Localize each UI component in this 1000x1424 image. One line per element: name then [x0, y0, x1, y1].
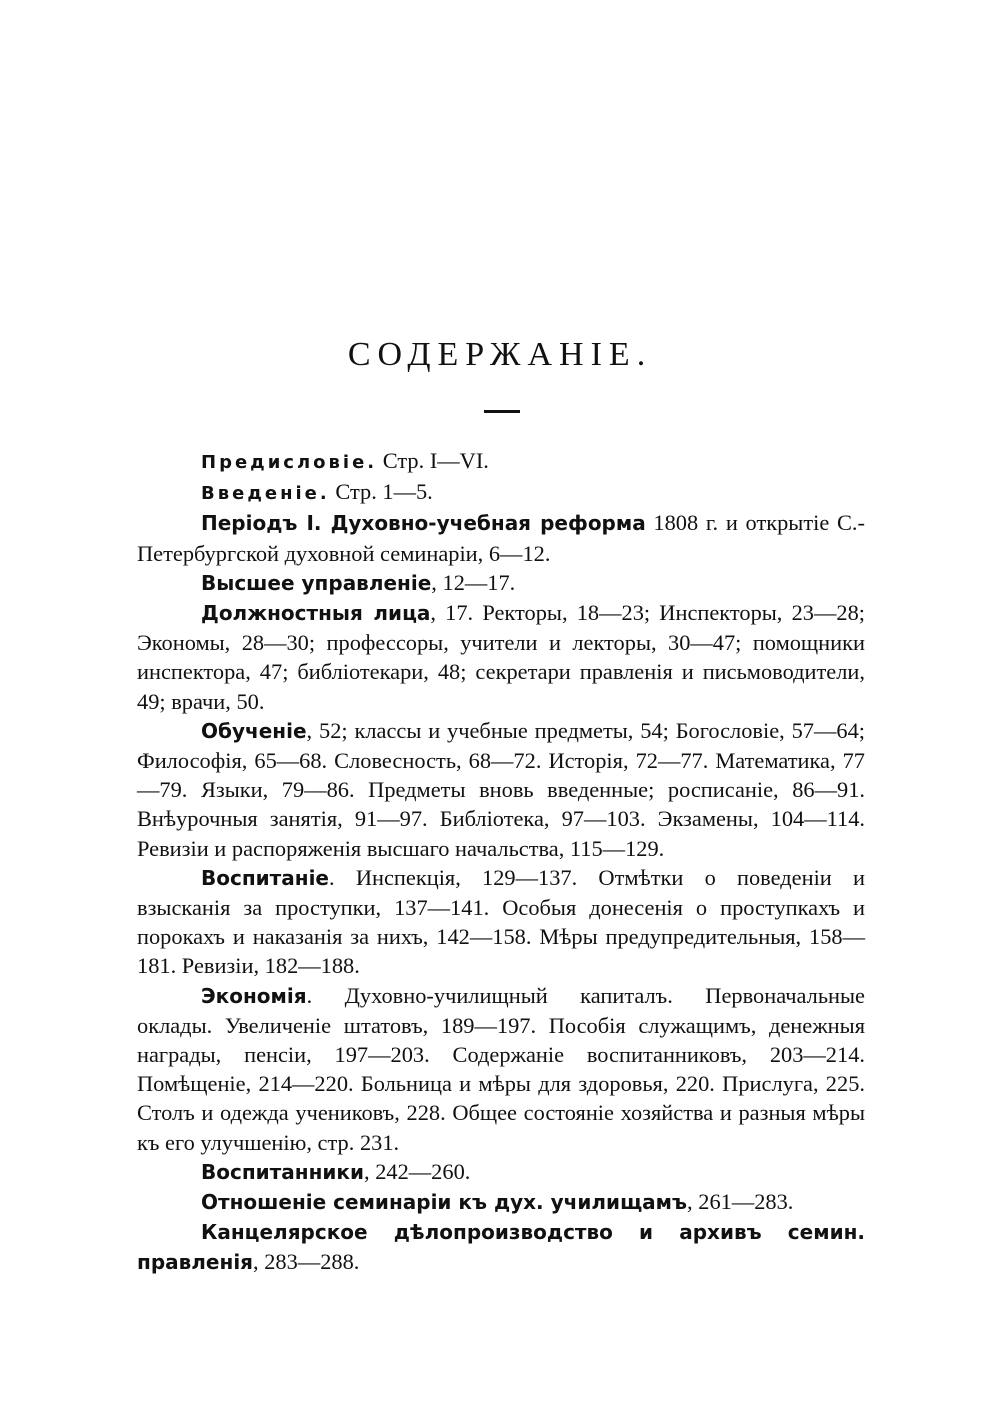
toc-entry-heading: Высшее управленіе: [201, 570, 432, 595]
toc-entry-students: [137, 1157, 865, 1187]
toc-entry-text: , 17. Ректоры, 18—23; Инспекторы, 23—28; Экономы, 28—30; профессоры, учители и лекторы, 30—47; помощники инспектора, 47; библіотекари, 48; секретари правленія и письмоводители, 49; врачи, 50.: [137, 600, 865, 714]
toc-entry-heading: Воспитанники: [201, 1159, 364, 1184]
toc-entry-text: Стр. I—VI.: [377, 448, 489, 473]
toc-entry-economy: [137, 981, 865, 1157]
toc-entry-text: , 52; классы и учебные предметы, 54; Богословіе, 57—64; Философія, 65—68. Словесность, 68—72. Исторія, 72—77. Математика, 77—79. Языки, 79—86. Предметы вновь введенные; росписаніе, 86—91. Внѣурочныя занятія, 91—97. Библіотека, 97—103. Экзамены, 104—114. Ревизіи и распоряженія высшаго начальства, 115—129.: [137, 717, 865, 861]
toc-entry-heading: Воспитаніе: [201, 865, 329, 890]
toc-entry-heading: Канцелярское дѣлопроизводство и архивъ семин. правленія: [137, 1220, 865, 1275]
toc-entry-teaching: [137, 716, 865, 863]
toc-entry-text: , 261—283.: [687, 1189, 794, 1215]
toc-entry-introduction: [137, 477, 865, 508]
toc-entry-higher-administration: [137, 568, 865, 598]
toc-entry-heading: Введеніе.: [201, 483, 330, 505]
toc-entry-upbringing: [137, 863, 865, 981]
toc-entry-text: . Инспекція, 129—137. Отмѣтки о поведеніи и взысканія за проступки, 137—141. Особыя донесенія о проступкахъ и порокахъ и наказанія за нихъ, 142—158. Мѣры предупредительныя, 158—181. Ревизіи, 182—188.: [137, 864, 865, 979]
toc-entry-heading: Отношеніе семинаріи къ дух. училищамъ: [201, 1190, 688, 1215]
toc-entry-officials: [137, 598, 865, 716]
toc-entry-heading: Должностныя лица: [201, 601, 431, 626]
toc-entry-text: , 12—17.: [431, 569, 516, 595]
toc-entry-chancellery: [137, 1217, 865, 1277]
toc-entry-text: , 242—260.: [364, 1158, 471, 1184]
table-of-contents: [137, 446, 865, 1278]
toc-entry-heading: Періодъ І. Духовно-учебная реформа: [201, 511, 646, 536]
toc-entry-heading: Экономія: [201, 983, 307, 1008]
toc-entry-text: . Духовно-училищный капиталъ. Первоначальные оклады. Увеличеніе штатовъ, 189—197. Пособія служащимъ, денежныя награды, пенсіи, 197—203. Содержаніе воспитанниковъ, 203—214. Помѣщеніе, 214—220. Больница и мѣры для здоровья, 220. Прислуга, 225. Столъ и одежда учениковъ, 228. Общее состояніе хозяйства и разныя мѣры къ его улучшенію, стр. 231.: [137, 982, 865, 1155]
toc-entry-preface: [137, 446, 865, 477]
toc-entry-text: , 283—288.: [253, 1249, 360, 1275]
toc-entry-heading: Предисловіе.: [201, 452, 378, 473]
toc-entry-relation-to-schools: [137, 1187, 865, 1217]
title-rule: [484, 410, 520, 413]
toc-entry-text: Стр. 1—5.: [329, 479, 433, 505]
page-title: СОДЕРЖАНІЕ.: [347, 336, 653, 373]
toc-entry-text: 1808 г. и открытіе С.-Петербургской духовной семинаріи, 6—12.: [137, 510, 865, 566]
toc-entry-heading: Обученіе: [201, 718, 307, 743]
toc-entry-period-1: [137, 508, 865, 567]
